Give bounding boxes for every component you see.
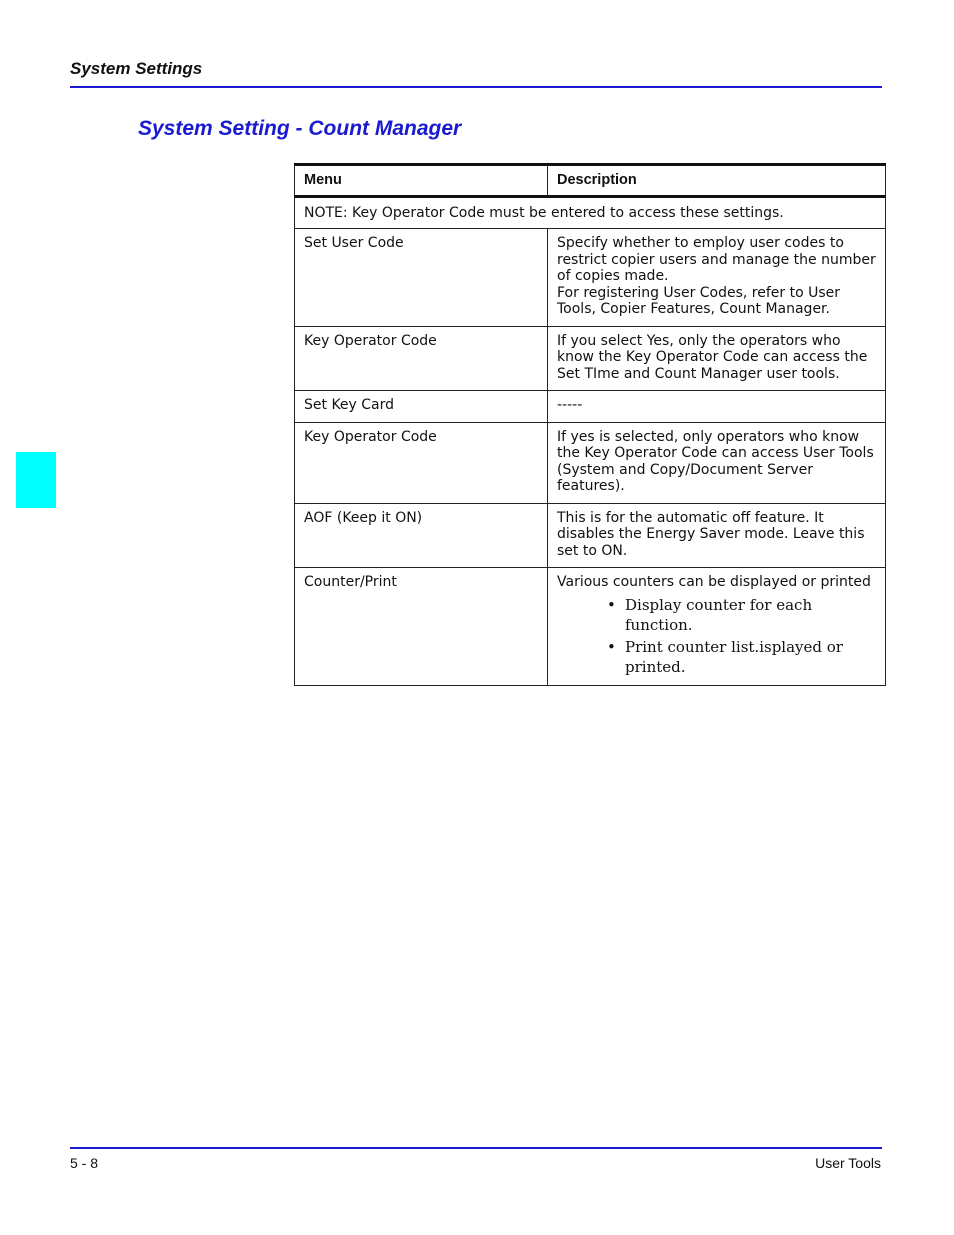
description-text: For registering User Codes, refer to User Tools, Copier Features, Count Manager. — [557, 284, 841, 317]
table-row — [295, 391, 886, 423]
chapter-name: User Tools — [815, 1155, 881, 1171]
description-text: If you select Yes, only the operators who know the Key Operator Code can access the Set TIme and Count Manager user tools. — [557, 332, 868, 382]
bullet-item — [557, 637, 876, 677]
header-rule — [70, 86, 882, 88]
table-row — [295, 326, 886, 391]
page-number: 5 - 8 — [70, 1155, 99, 1171]
settings-table — [294, 163, 886, 686]
description-text: Various counters can be displayed or printed — [557, 574, 871, 590]
menu-cell: Set Key Card — [295, 391, 548, 423]
footer-rule — [70, 1147, 882, 1149]
note-text: NOTE: Key Operator Code must be entered to access these settings. — [295, 196, 886, 229]
bullet-text: Print counter list.isplayed or printed. — [625, 637, 843, 676]
description-text: This is for the automatic off feature. It disables the Energy Saver mode. Leave this set to ON. — [557, 509, 865, 559]
bullet-item — [557, 595, 876, 635]
bullet-icon: • — [607, 637, 616, 656]
table-header-row — [295, 165, 886, 197]
table-row — [295, 503, 886, 568]
table-row — [295, 568, 886, 686]
bullet-icon: • — [607, 595, 616, 614]
description-cell — [548, 391, 886, 423]
description-cell — [548, 503, 886, 568]
description-text: If yes is selected, only operators who know the Key Operator Code can access User Tools (System and Copy/Document Server features). — [557, 428, 874, 494]
page-title: System Setting - Count Manager — [138, 117, 462, 140]
menu-cell: Key Operator Code — [295, 422, 548, 503]
description-text: Specify whether to employ user codes to restrict copier users and manage the number of copies made. — [557, 235, 876, 284]
menu-cell: AOF (Keep it ON) — [295, 503, 548, 568]
table-row — [295, 422, 886, 503]
note-row — [295, 196, 886, 229]
running-header: System Settings — [70, 59, 203, 78]
menu-cell: Counter/Print — [295, 568, 548, 686]
menu-cell: Set User Code — [295, 229, 548, 327]
table-row — [295, 229, 886, 327]
chapter-tab-marker — [16, 452, 56, 508]
column-header-menu: Menu — [295, 165, 548, 197]
menu-cell: Key Operator Code — [295, 326, 548, 391]
description-cell — [548, 229, 886, 327]
description-cell — [548, 568, 886, 686]
column-header-description: Description — [548, 165, 886, 197]
description-text: ----- — [557, 397, 583, 413]
description-cell — [548, 422, 886, 503]
bullet-text: Display counter for each function. — [625, 595, 813, 634]
bullet-list — [557, 595, 876, 677]
description-cell — [548, 326, 886, 391]
